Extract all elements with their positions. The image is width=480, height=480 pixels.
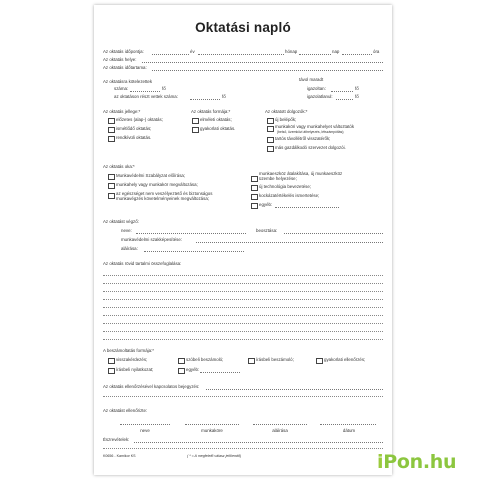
- unexcused-label: igazolatlanul:: [307, 94, 333, 99]
- workers-option-2: munkaköri vagy munkahelyet változtatók: [275, 124, 355, 129]
- hour-suffix: óra: [373, 49, 380, 54]
- form-option-1: elméleti oktatás;: [200, 117, 232, 122]
- nature-option-1: előzetes (alap-) oktatás;: [116, 117, 163, 122]
- report-checkbox-4[interactable]: [316, 358, 323, 364]
- instructor-name-field[interactable]: [136, 229, 246, 234]
- reason-checkbox-2[interactable]: [108, 183, 115, 189]
- report-other-field[interactable]: [200, 368, 240, 373]
- controller-name-field[interactable]: [120, 420, 170, 425]
- date-label: Az oktatás időpontja:: [103, 49, 144, 54]
- instructor-heading: Az oktatást végző:: [103, 219, 139, 224]
- summary-line[interactable]: [103, 283, 383, 284]
- hour-field[interactable]: [342, 50, 372, 55]
- controller-job-field[interactable]: [185, 420, 239, 425]
- summary-line[interactable]: [103, 291, 383, 292]
- year-field[interactable]: [152, 50, 189, 55]
- form-checkbox-2[interactable]: [192, 127, 199, 133]
- summary-line[interactable]: [103, 315, 383, 316]
- place-label: Az oktatás helye:: [103, 57, 137, 62]
- reason-checkbox-6[interactable]: [251, 194, 258, 200]
- reason-checkbox-7[interactable]: [251, 203, 258, 209]
- report-checkbox-1[interactable]: [108, 358, 115, 364]
- form-code: K0656 - Kamikor KS: [103, 454, 136, 458]
- reason-right-4: kockázatértékelés ismertetése;: [259, 193, 320, 198]
- fo-4: fő: [355, 94, 359, 99]
- summary-heading: Az oktatás rövid tartalmi összefoglalása:: [103, 261, 182, 266]
- summary-line[interactable]: [103, 307, 383, 308]
- instructor-signature-field[interactable]: [144, 247, 244, 252]
- reason-checkbox-3[interactable]: [108, 193, 115, 199]
- reason-right-3: új technológia bevezetése;: [259, 184, 311, 189]
- nature-checkbox-2[interactable]: [108, 127, 115, 133]
- day-suffix: nap: [332, 49, 340, 54]
- workers-checkbox-1[interactable]: [267, 118, 274, 124]
- form-heading: Az oktatás formája:*: [191, 109, 231, 114]
- workers-heading: Az oktatott dolgozók:*: [265, 109, 308, 114]
- workers-note: (belső, üzemközi áthelyezés, létszámpótlás);: [277, 130, 345, 134]
- nature-checkbox-1[interactable]: [108, 118, 115, 124]
- nature-option-3: rendkívüli oktatás.: [116, 135, 152, 140]
- summary-line[interactable]: [103, 339, 383, 340]
- excused-label: igazoltan:: [307, 86, 326, 91]
- month-field[interactable]: [198, 50, 284, 55]
- place-field[interactable]: [142, 58, 383, 63]
- reason-other-field[interactable]: [275, 203, 339, 208]
- controller-col-date: dátum: [342, 428, 356, 433]
- unexcused-field[interactable]: [336, 95, 353, 100]
- footer-note: ( * = A megfelelő válasz jelölendő): [187, 454, 242, 458]
- report-checkbox-5[interactable]: [108, 368, 115, 374]
- count-field[interactable]: [130, 87, 160, 92]
- controller-col-job: munkaköre: [201, 428, 223, 433]
- instructor-position-field[interactable]: [284, 229, 383, 234]
- instructor-signature-label: aláírása:: [121, 246, 138, 251]
- year-suffix: év: [190, 49, 195, 54]
- workers-option-3: tartós távollétről visszatérők;: [275, 136, 331, 141]
- report-checkbox-2[interactable]: [178, 358, 185, 364]
- control-notes-line[interactable]: [103, 396, 383, 397]
- workers-checkbox-2[interactable]: [267, 126, 274, 132]
- month-suffix: hónap: [285, 49, 298, 54]
- fo-3: fő: [355, 86, 359, 91]
- remarks-field[interactable]: [134, 438, 383, 443]
- reason-left-1: Munkavédelmi Szabályzat előírása;: [116, 173, 186, 178]
- excused-field[interactable]: [331, 87, 353, 92]
- summary-line[interactable]: [103, 323, 383, 324]
- ipon-logo: [377, 451, 456, 473]
- participants-field[interactable]: [190, 95, 220, 100]
- form-checkbox-1[interactable]: [192, 118, 199, 124]
- report-option-6: egyéb:: [186, 367, 200, 372]
- participants-label: az oktatáson részt vettek száma:: [114, 94, 178, 99]
- logo-suffix: .hu: [422, 451, 457, 473]
- controller-signature-field[interactable]: [253, 420, 307, 425]
- instructor-position-label: beosztása:: [256, 228, 278, 233]
- reason-checkbox-1[interactable]: [108, 174, 115, 180]
- reason-right-5: egyéb:: [259, 202, 273, 207]
- reason-checkbox-5[interactable]: [251, 185, 258, 191]
- remarks-label: Észrevételek:: [103, 437, 130, 442]
- duration-label: Az oktatás időtartama:: [103, 65, 147, 70]
- reason-heading: Az oktatás oka:*: [103, 164, 135, 169]
- absent-label: távol maradt: [299, 77, 324, 82]
- nature-heading: Az oktatás jellege:*: [103, 109, 141, 114]
- workers-option-4: más gazdálkodó szervezet dolgozói.: [275, 145, 346, 150]
- fo-2: fő: [222, 94, 226, 99]
- workers-option-1: új belépők;: [275, 117, 297, 122]
- fo-1: fő: [162, 86, 166, 91]
- form-sheet: [94, 5, 392, 475]
- reason-left-3: az egészséget nem veszélyeztető és biztonságos: [116, 191, 213, 196]
- report-option-5: írásbeli nyilatkozat;: [116, 367, 154, 372]
- report-option-1: visszakérdezés;: [116, 357, 148, 362]
- workers-checkbox-3[interactable]: [267, 137, 274, 143]
- page-title: Oktatási napló: [195, 20, 291, 35]
- controller-heading: Az oktatást ellenőrizte:: [103, 408, 148, 413]
- qualification-label: munkavédelmi szakképesítése:: [121, 237, 183, 242]
- logo-brand: Pon: [383, 451, 423, 473]
- workers-checkbox-4[interactable]: [267, 146, 274, 152]
- duration-field[interactable]: [152, 66, 383, 71]
- reason-left-2: munkahely vagy munkakör megváltozása;: [116, 182, 198, 187]
- report-option-2: szóbeli beszámoló;: [186, 357, 224, 362]
- reason-right-1: munkaeszköz átalakítása, új munkaeszköz: [259, 171, 343, 176]
- reason-left-4: munkavégzés követelményeinek megváltozása;: [116, 196, 209, 201]
- instructor-name-label: neve:: [121, 228, 132, 233]
- summary-line[interactable]: [103, 299, 383, 300]
- summary-line[interactable]: [103, 275, 383, 276]
- controller-col-name: neve: [140, 428, 150, 433]
- count-label: száma:: [114, 86, 129, 91]
- report-checkbox-6[interactable]: [178, 368, 185, 374]
- report-checkbox-3[interactable]: [248, 358, 255, 364]
- report-option-3: írásbeli beszámoló;: [256, 357, 294, 362]
- remarks-line[interactable]: [103, 448, 383, 449]
- obliged-label: Az oktatásra kötelezettek: [103, 79, 153, 84]
- nature-checkbox-3[interactable]: [108, 136, 115, 142]
- nature-option-2: ismétlődő oktatás;: [116, 126, 152, 131]
- control-notes-label: Az oktatás ellenőrzésével kapcsolatos bejegyzés:: [103, 384, 200, 389]
- report-option-4: gyakorlati ellenőrzés;: [324, 357, 366, 362]
- form-option-2: gyakorlati oktatás.: [200, 126, 236, 131]
- controller-col-signature: aláírása: [272, 428, 288, 433]
- reason-checkbox-4[interactable]: [251, 176, 258, 182]
- reason-right-2: üzembe helyezése;: [259, 176, 297, 181]
- qualification-field[interactable]: [196, 238, 383, 243]
- report-heading: A beszámoltatás formája:*: [103, 348, 155, 353]
- control-notes-field[interactable]: [206, 385, 383, 390]
- summary-line[interactable]: [103, 331, 383, 332]
- logo-prefix: i: [377, 451, 384, 473]
- day-field[interactable]: [299, 50, 331, 55]
- controller-date-field[interactable]: [320, 420, 376, 425]
